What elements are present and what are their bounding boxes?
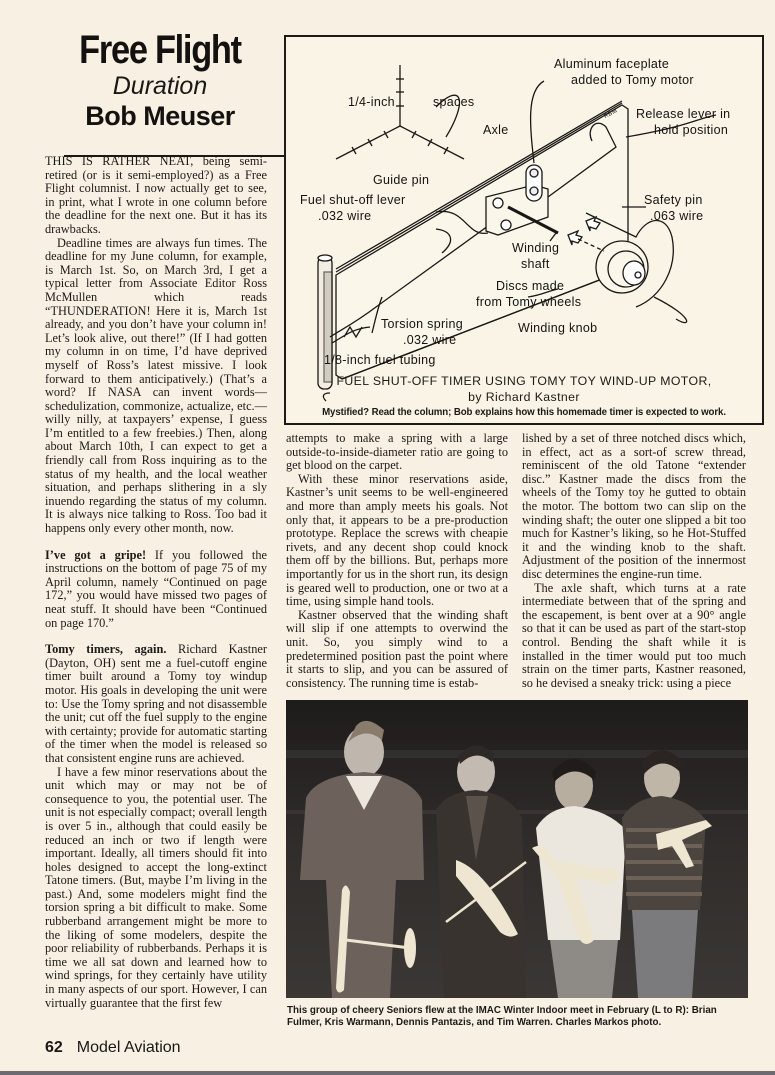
paragraph-text: Richard Kastner (Dayton, OH) sent me a fuel-cutoff engine timer built around a Tomy toy windup motor. His goals in developing the unit were to: Use the Tomy spring and not disassemble the unit; cut off the fuel supply to the engine with certainty; provide for automatic starting of the timer when the model is released so that consistent engine runs are achieved.	[45, 642, 268, 765]
diagram-label-fuel-lever-wire: .032 wire	[318, 209, 372, 223]
section-lead: Tomy timers, again.	[45, 642, 167, 657]
diagram-label-discs: Discs made	[496, 279, 565, 293]
column-subtitle: Duration	[112, 72, 208, 100]
paragraph	[45, 549, 267, 631]
timer-diagram	[284, 35, 764, 425]
lead-in: THIS IS RATHER NEAT,	[45, 154, 194, 168]
page-edge	[0, 1071, 775, 1075]
paragraph: With these minor reservations aside, Kastner’s unit seems to be well-engineered and more than amply meets his goals. Not only that, it appears to be a pre-production prototype. Replace the screws with cheapie rivets, and any decent shop could knock them off by the billions. But, perhaps more importantly for us in the short run, its design is geared well to production, one or two at a time, using simple hand tools.	[286, 471, 508, 609]
diagram-label-aluminum-faceplate-2: added to Tomy motor	[571, 73, 694, 87]
page-footer	[45, 1039, 181, 1057]
diagram-label-release-lever: Release lever in	[636, 107, 731, 121]
diagram-label-axle: Axle	[483, 123, 509, 137]
diagram-label-discs-2: from Tomy wheels	[476, 295, 582, 309]
diagram-title-line1: FUEL SHUT-OFF TIMER USING TOMY TOY WIND-UP MOTOR,	[336, 374, 712, 388]
photo-caption: This group of cheery Seniors flew at the IMAC Winter Indoor meet in February (L to R): Brian Fulmer, Kris Warmann, Dennis Pantazis, and Tim Warren. Charles Markos photo.	[287, 1005, 717, 1028]
diagram-label-torsion-spring-wire: .032 wire	[403, 333, 457, 347]
diagram-caption: Mystified? Read the column; Bob explains how this homemade timer is expected to work.	[322, 407, 726, 418]
diagram-label-scale-left: 1/4-inch	[348, 95, 395, 109]
diagram-label-scale-right: spaces	[433, 95, 475, 109]
diagram-label-winding-knob: Winding knob	[518, 321, 598, 335]
paragraph: lished by a set of three notched discs which, in effect, act as a sort-of screw thread, reminiscent of the old Tatone “extender disc.” Kastner made the discs from the wheels of the Tomy toy he gutted to obtain the motor. The bottom two can slip on the winding shaft; the outer one slipped a bit too much for Kastner’s liking, so he Hot-Stuffed it and the winding knob to the shaft. Adjustment of the position of the innermost disc determines the engine-run time.	[522, 431, 746, 581]
photo-illustration	[286, 700, 748, 998]
diagram-title	[286, 373, 762, 405]
diagram-label-aluminum-faceplate: Aluminum faceplate	[554, 57, 670, 71]
column-title: Free Flight	[79, 28, 241, 72]
article-column-middle	[286, 432, 508, 690]
diagram-label-guide-pin: Guide pin	[373, 173, 430, 187]
paragraph: Kastner observed that the winding shaft will slip if one attempts to overwind the unit. So, you simply wind to a predetermined position past the point where it starts to slip, and you can be assured of consistency. The running time is estab-	[286, 607, 508, 690]
paragraph	[45, 155, 267, 237]
diagram-title-line2: by Richard Kastner	[468, 390, 580, 404]
diagram-label-torsion-spring: Torsion spring	[381, 317, 464, 331]
group-photo	[286, 700, 748, 998]
diagram-label-safety-pin-wire: .063 wire	[650, 209, 704, 223]
article-column-right	[522, 432, 746, 690]
diagram-label-winding-shaft: Winding	[512, 241, 560, 255]
diagram-label-safety-pin: Safety pin	[644, 193, 703, 207]
paragraph: attempts to make a spring with a large outside-to-inside-diameter ratio are going to get blood on the carpet.	[286, 431, 508, 473]
paragraph: The axle shaft, which turns at a rate intermediate between that of the spring and the escapement, is bent over at a 90° angle so that it can be used as part of the start-stop control. Bending the shaft while it is installed in the timer would put too much strain on the timer parts, Kastner reasoned, so he devised a sneaky trick: using a piece	[522, 580, 746, 690]
paragraph: I have a few minor reservations about the unit which may or may not be of consequence to you, the potential user. The unit is not especially compact; overall length is over 5 in., although that could easily be reduced an inch or two if length were important. Ideally, all timers should fit into holes designed to accept the long-extinct Tatone timers. (But, maybe I’m living in the past.) And, some modelers might find the torsion spring a bit difficult to make. Some rubberband arrangement might be more to the liking of some modelers, despite the poor reliability of rubberbands. Perhaps it is time we all sat down and learned how to wind springs, for they certainly have utility in many aspects of our sport. However, I can virtually guarantee that the first few	[45, 764, 267, 1010]
magazine-name: Model Aviation	[76, 1039, 181, 1056]
diagram-label-winding-shaft-2: shaft	[521, 257, 550, 271]
section-lead: I’ve got a gripe!	[45, 547, 147, 562]
article-column-left	[45, 155, 267, 1010]
artist-signature: RBM	[603, 108, 619, 121]
paragraph-text: being semi-retired (or is it semi-employed?) as a Free Flight columnist. I now actually get to see, in print, what I wrote in one column before the deadline for the next one. But it has its drawbacks.	[45, 154, 267, 236]
column-author: Bob Meuser	[85, 101, 235, 131]
diagram-label-fuel-lever: Fuel shut-off lever	[300, 193, 406, 207]
diagram-label-fuel-tubing: 1/8-inch fuel tubing	[324, 353, 436, 367]
diagram-label-release-lever-2: hold position	[654, 123, 729, 137]
column-header	[40, 28, 280, 132]
page-number: 62	[45, 1039, 63, 1056]
paragraph	[45, 643, 267, 765]
paragraph: Deadline times are always fun times. The deadline for my June column, for example, is March 1st. So, on March 3rd, I get a typical letter from Associate Editor Ross McMullen which reads “THUNDERATION! Here it is, March 1st already, and you don’t have your column in! Let’s look alive, out there!” (If I had gotten my column in on time, I’d have deprived myself of Ross’s latest missive. I look forward to them anticipatively.) (That’s a word? If NASA can invent words—schedulization, commonize, actualize, etc.—willy nilly, at taxpayers’ expense, I guess I’m entitled to a few freebies.) Then, along about March 10th, I can expect to get a friendly call from Ross inquiring as to the status of my health, and the local weather situation, and perhaps slithering in a sly inuendo regarding the status of my column. It is always nice talking to Ross. Too bad it happens only every other month, now.	[45, 235, 267, 536]
paragraph-text: If you followed the instructions on the bottom of page 75 of my April column, namely “Continued on page 172,” you would have missed two pages of neat stuff. It should have been “Continued on page 170.”	[45, 547, 268, 630]
